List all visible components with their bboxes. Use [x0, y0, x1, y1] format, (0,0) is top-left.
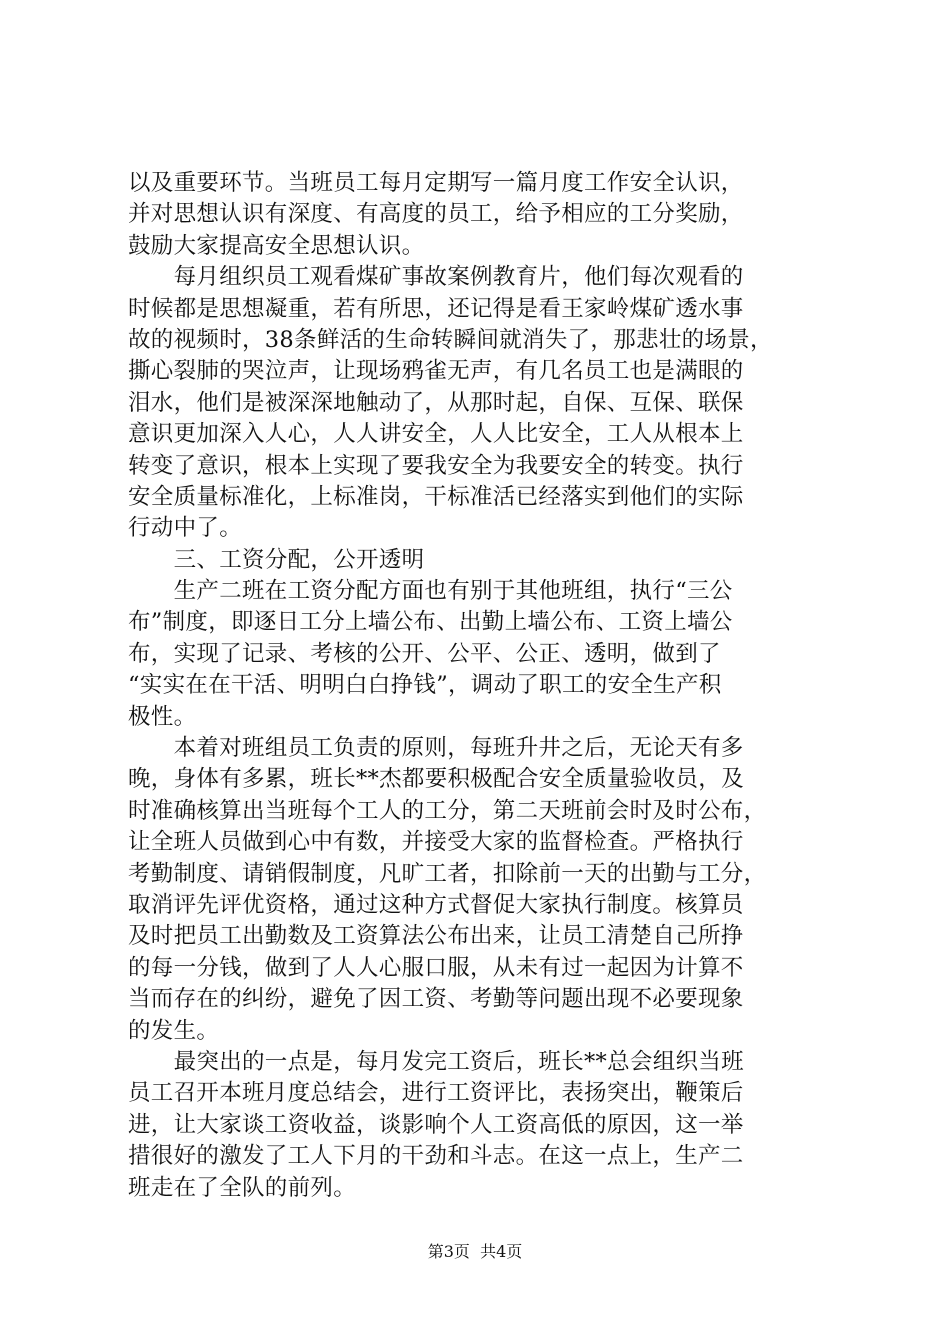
text-line: “实实在在干活、明明白白挣钱”，调动了职工的安全生产积 — [128, 672, 722, 699]
text-line: 考勤制度、请销假制度，凡旷工者，扣除前一天的出勤与工分， — [128, 860, 767, 887]
text-line: 安全质量标准化，上标准岗，干标准活已经落实到他们的实际 — [128, 483, 744, 510]
text-line: 时候都是思想凝重，若有所思，还记得是看王家岭煤矿透水事 — [128, 295, 744, 322]
text-line: 及时把员工出勤数及工资算法公布出来，让员工清楚自己所挣 — [128, 923, 744, 950]
text-line: 当而存在的纠纷，避免了因工资、考勤等问题出现不必要现象 — [128, 986, 744, 1013]
page-number-footer: 第3页 共4页 — [427, 1242, 523, 1261]
text-line: 让全班人员做到心中有数，并接受大家的监督检查。严格执行 — [128, 829, 744, 856]
text-line: 布，实现了记录、考核的公开、公平、公正、透明，做到了 — [128, 640, 721, 667]
text-line: 的发生。 — [128, 1017, 220, 1044]
text-line: 并对思想认识有深度、有高度的员工，给予相应的工分奖励， — [128, 201, 744, 228]
text-line: 最突出的一点是，每月发完工资后，班长**总会组织当班 — [128, 1048, 744, 1075]
text-line: 进，让大家谈工资收益，谈影响个人工资高低的原因，这一举 — [128, 1111, 744, 1138]
text-line: 鼓励大家提高安全思想认识。 — [128, 232, 425, 259]
text-line: 泪水，他们是被深深地触动了，从那时起，自保、互保、联保 — [128, 389, 744, 416]
text-line: 意识更加深入人心，人人讲安全，人人比安全，工人从根本上 — [128, 421, 744, 448]
text-line: 的每一分钱，做到了人人心服口服，从未有过一起因为计算不 — [128, 954, 744, 981]
text-line: 时准确核算出当班每个工人的工分，第二天班前会时及时公布， — [128, 797, 767, 824]
text-line: 撕心裂肺的哭泣声，让现场鸦雀无声，有几名员工也是满眼的 — [128, 358, 744, 385]
text-line: 本着对班组员工负责的原则，每班升井之后，无论天有多 — [128, 735, 744, 762]
text-line: 转变了意识，根本上实现了要我安全为我要安全的转变。执行 — [128, 452, 744, 479]
text-line: 每月组织员工观看煤矿事故案例教育片，他们每次观看的 — [128, 264, 744, 291]
text-line: 员工召开本班月度总结会，进行工资评比，表扬突出，鞭策后 — [128, 1080, 744, 1107]
body-text — [128, 168, 840, 1204]
text-line: 措很好的激发了工人下月的干劲和斗志。在这一点上，生产二 — [128, 1143, 744, 1170]
text-line: 生产二班在工资分配方面也有别于其他班组，执行“三公 — [128, 578, 733, 605]
text-line: 故的视频时，38条鲜活的生命转瞬间就消失了，那悲壮的场景， — [128, 326, 773, 353]
text-line: 晚，身体有多累，班长**杰都要积极配合安全质量验收员，及 — [128, 766, 744, 793]
text-line: 极性。 — [128, 703, 197, 730]
text-line: 行动中了。 — [128, 515, 243, 542]
text-line: 布”制度，即逐日工分上墙公布、出勤上墙公布、工资上墙公 — [128, 609, 733, 636]
section-heading: 三、工资分配，公开透明 — [128, 546, 425, 573]
text-line: 取消评先评优资格，通过这种方式督促大家执行制度。核算员 — [128, 891, 744, 918]
text-line: 以及重要环节。当班员工每月定期写一篇月度工作安全认识， — [128, 170, 744, 196]
text-line: 班走在了全队的前列。 — [128, 1174, 357, 1201]
